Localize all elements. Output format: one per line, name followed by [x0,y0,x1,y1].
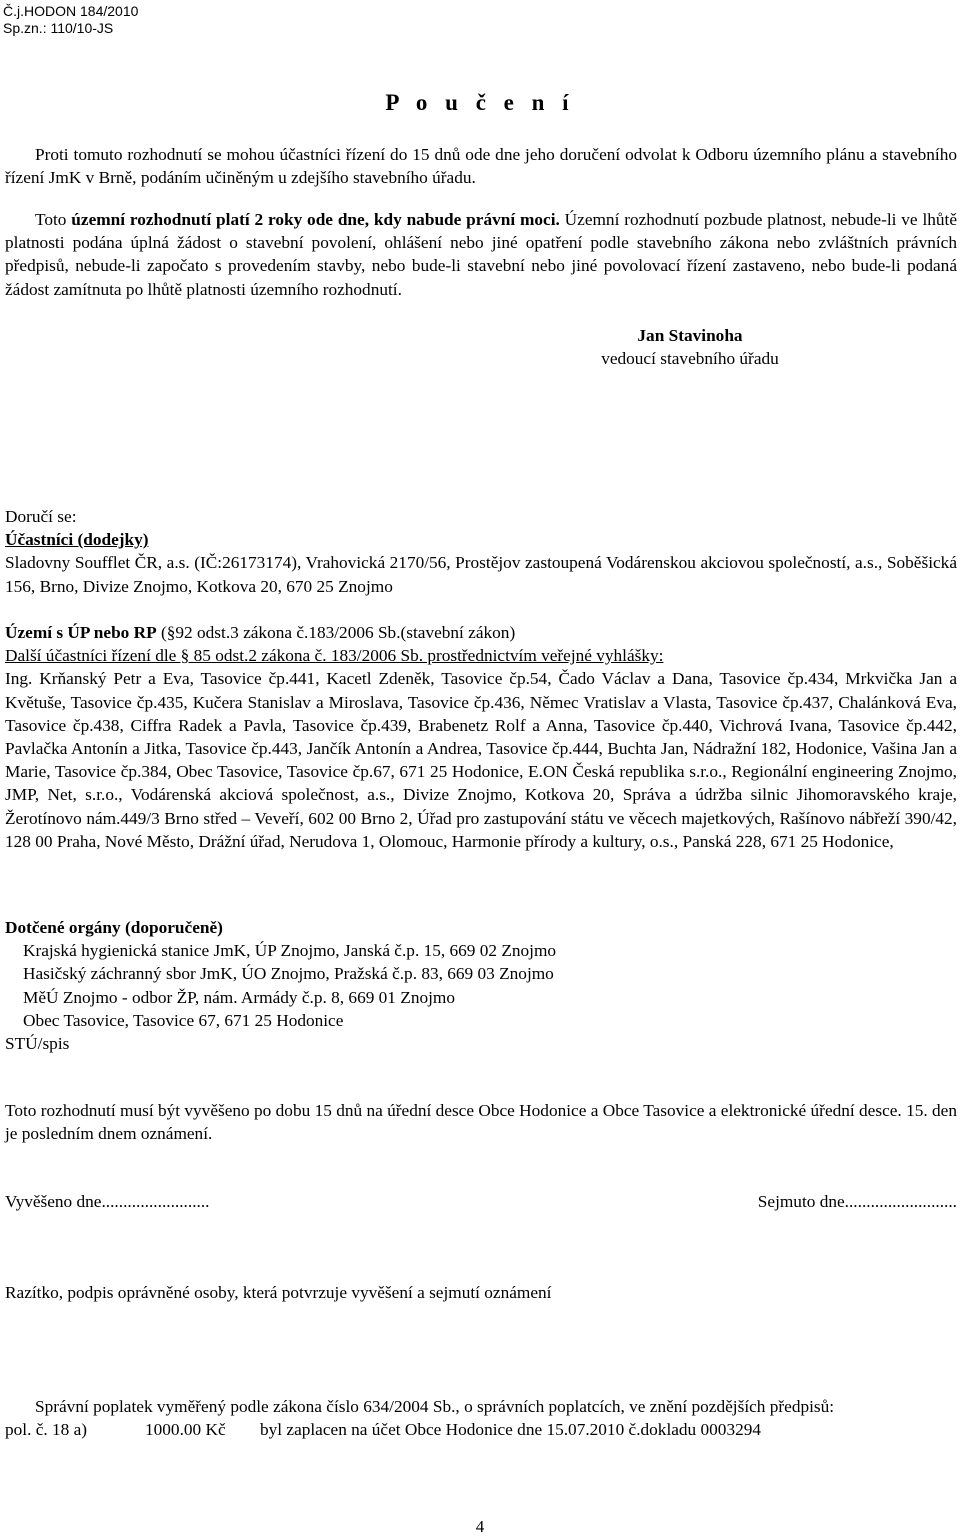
document-reference [3,3,138,37]
validity-text: Toto územní rozhodnutí platí 2 roky ode dne, kdy nabude právní moci. Územní rozhodnutí pozbude platnost, nebude-li ve lhůtě platnosti podána úplná žádost o stavební povolení, ohlášení nebo jiné opatření podle stavebního zákona nebo zvláštních právních předpisů, nebude-li započato s provedením stavby, nebo bude-li stavební nebo jiné povolovací řízení zastaveno, nebo bude-li podaná žádost zamítnuta po lhůtě platnosti územního rozhodnutí. [5,210,958,299]
stamp-note: Razítko, podpis oprávněné osoby, která potvrzuje vyvěšení a sejmutí oznámení [5,1283,552,1302]
appeal-text: Proti tomuto rozhodnutí se mohou účastníci řízení do 15 dnů ode dne jeho doručení odvolat k Odboru územního plánu a stavebního řízení JmK v Brně, podáním učiněným u zdejšího stavebního úřadu. [5,145,957,188]
organ-item: Obec Tasovice, Tasovice 67, 671 25 Hodonice [23,1010,344,1030]
organ-item: Hasičský záchranný sbor JmK, ÚO Znojmo, Pražská č.p. 83, 669 03 Znojmo [23,964,554,984]
participants-heading: Účastníci (dodejky) [5,530,149,550]
page-number: 4 [475,1517,485,1536]
organ-item: Krajská hygienická stanice JmK, ÚP Znojmo, Janská č.p. 15, 669 02 Znojmo [23,941,557,961]
posted-date-field: Vyvěšeno dne......................... [5,1192,210,1211]
file-mark: Sp.zn.: 110/10-JS [3,20,114,36]
removed-date-field: Sejmuto dne.......................... [757,1192,957,1211]
page-title: P o u č e n í [385,90,575,115]
file-note: STÚ/spis [5,1034,70,1054]
territory-line: Území s ÚP nebo RP (§92 odst.3 zákona č.183/2006 Sb.(stavební zákon) [5,623,516,642]
fee-paid: byl zaplacen na účet Obce Hodonice dne 15.07.2010 č.dokladu 0003294 [260,1420,762,1440]
other-participants-heading: Další účastníci řízení dle § 85 odst.2 zákona č. 183/2006 Sb. prostřednictvím veřejné vyhlášky: [5,646,664,666]
territory-section [5,621,957,853]
case-number: Č.j.HODON 184/2010 [3,3,139,19]
participants-text: Sladovny Soufflet ČR, a.s. (IČ:26173174), Vrahovická 2170/56, Prostějov zastoupená Vodárenskou akciovou společností, a.s., Soběšická 156, Brno, Divize Znojmo, Kotkova 20, 670 25 Znojmo [5,553,957,596]
delivery-section [5,505,957,598]
organs-section [5,916,957,1055]
organ-item: MěÚ Znojmo - odbor ŽP, nám. Armády č.p. 8, 669 01 Znojmo [23,987,455,1007]
signatory-role: vedoucí stavebního úřadu [601,349,779,369]
delivery-label: Doručí se: [5,507,77,526]
appeal-paragraph [5,143,957,189]
other-participants-list: Ing. Krňanský Petr a Eva, Tasovice čp.441, Kacetl Zdeněk, Tasovice čp.54, Čado Václav a Dana, Tasovice čp.434, Mrkvička Jan a Květuše, Tasovice čp.435, Kučera Stanislav a Miroslava, Tasovice čp.436, Němec Vratislav a Vlasta, Tasovice čp.437, Chalánková Eva, Tasovice čp.438, Ciffra Radek a Pavla, Tasovice čp.439, Brabenetz Rolf a Anna, Tasovice čp.440, Vichrová Ivana, Tasovice čp.442, Pavlačka Antonín a Jitka, Tasovice čp.443, Jančík Antonín a Andrea, Tasovice čp.444, Buchta Jan, Nádražní 182, Hodonice, Vašina Jan a Marie, Tasovice čp.384, Obec Tasovice, Tasovice čp.67, 671 25 Hodonice, E.ON Česká republika s.r.o., Regionální engineering Znojmo, JMP, Net, s.r.o., Vodárenská akciová společnost, a.s., Divize Znojmo, Kotkova 20, Správa a údržba silnic Jihomoravského kraje, Žerotínovo nám.449/3 Brno střed – Veveří, 602 00 Brno 2, Úřad pro zastupování státu ve věcech majetkových, Rašínovo nábřeží 390/42, 128 00 Praha, Nové Město, Drážní úřad, Nerudova 1, Olomouc, Harmonie přírody a kultury, o.s., Panská 228, 671 25 Hodonice, [5,669,957,851]
validity-bold: územní rozhodnutí platí 2 roky ode dne, kdy nabude právní moci. [71,210,560,229]
organs-heading: Dotčené orgány (doporučeně) [5,918,223,937]
posting-dates [5,1190,957,1213]
fee-section [5,1395,957,1441]
signature-block [540,324,840,370]
validity-paragraph [5,208,957,301]
fee-item: pol. č. 18 a) [5,1420,88,1440]
fee-amount: 1000.00 Kč [145,1420,226,1440]
fee-line [5,1418,957,1441]
fee-text: Správní poplatek vyměřený podle zákona číslo 634/2004 Sb., o správních poplatcích, ve znění pozdějších předpisů: [35,1397,835,1416]
posting-notice: Toto rozhodnutí musí být vyvěšeno po dobu 15 dnů na úřední desce Obce Hodonice a Obce Tasovice a elektronické úřední desce. 15. den je posledním dnem oznámení. [5,1101,957,1144]
signatory-name: Jan Stavinoha [637,326,743,345]
